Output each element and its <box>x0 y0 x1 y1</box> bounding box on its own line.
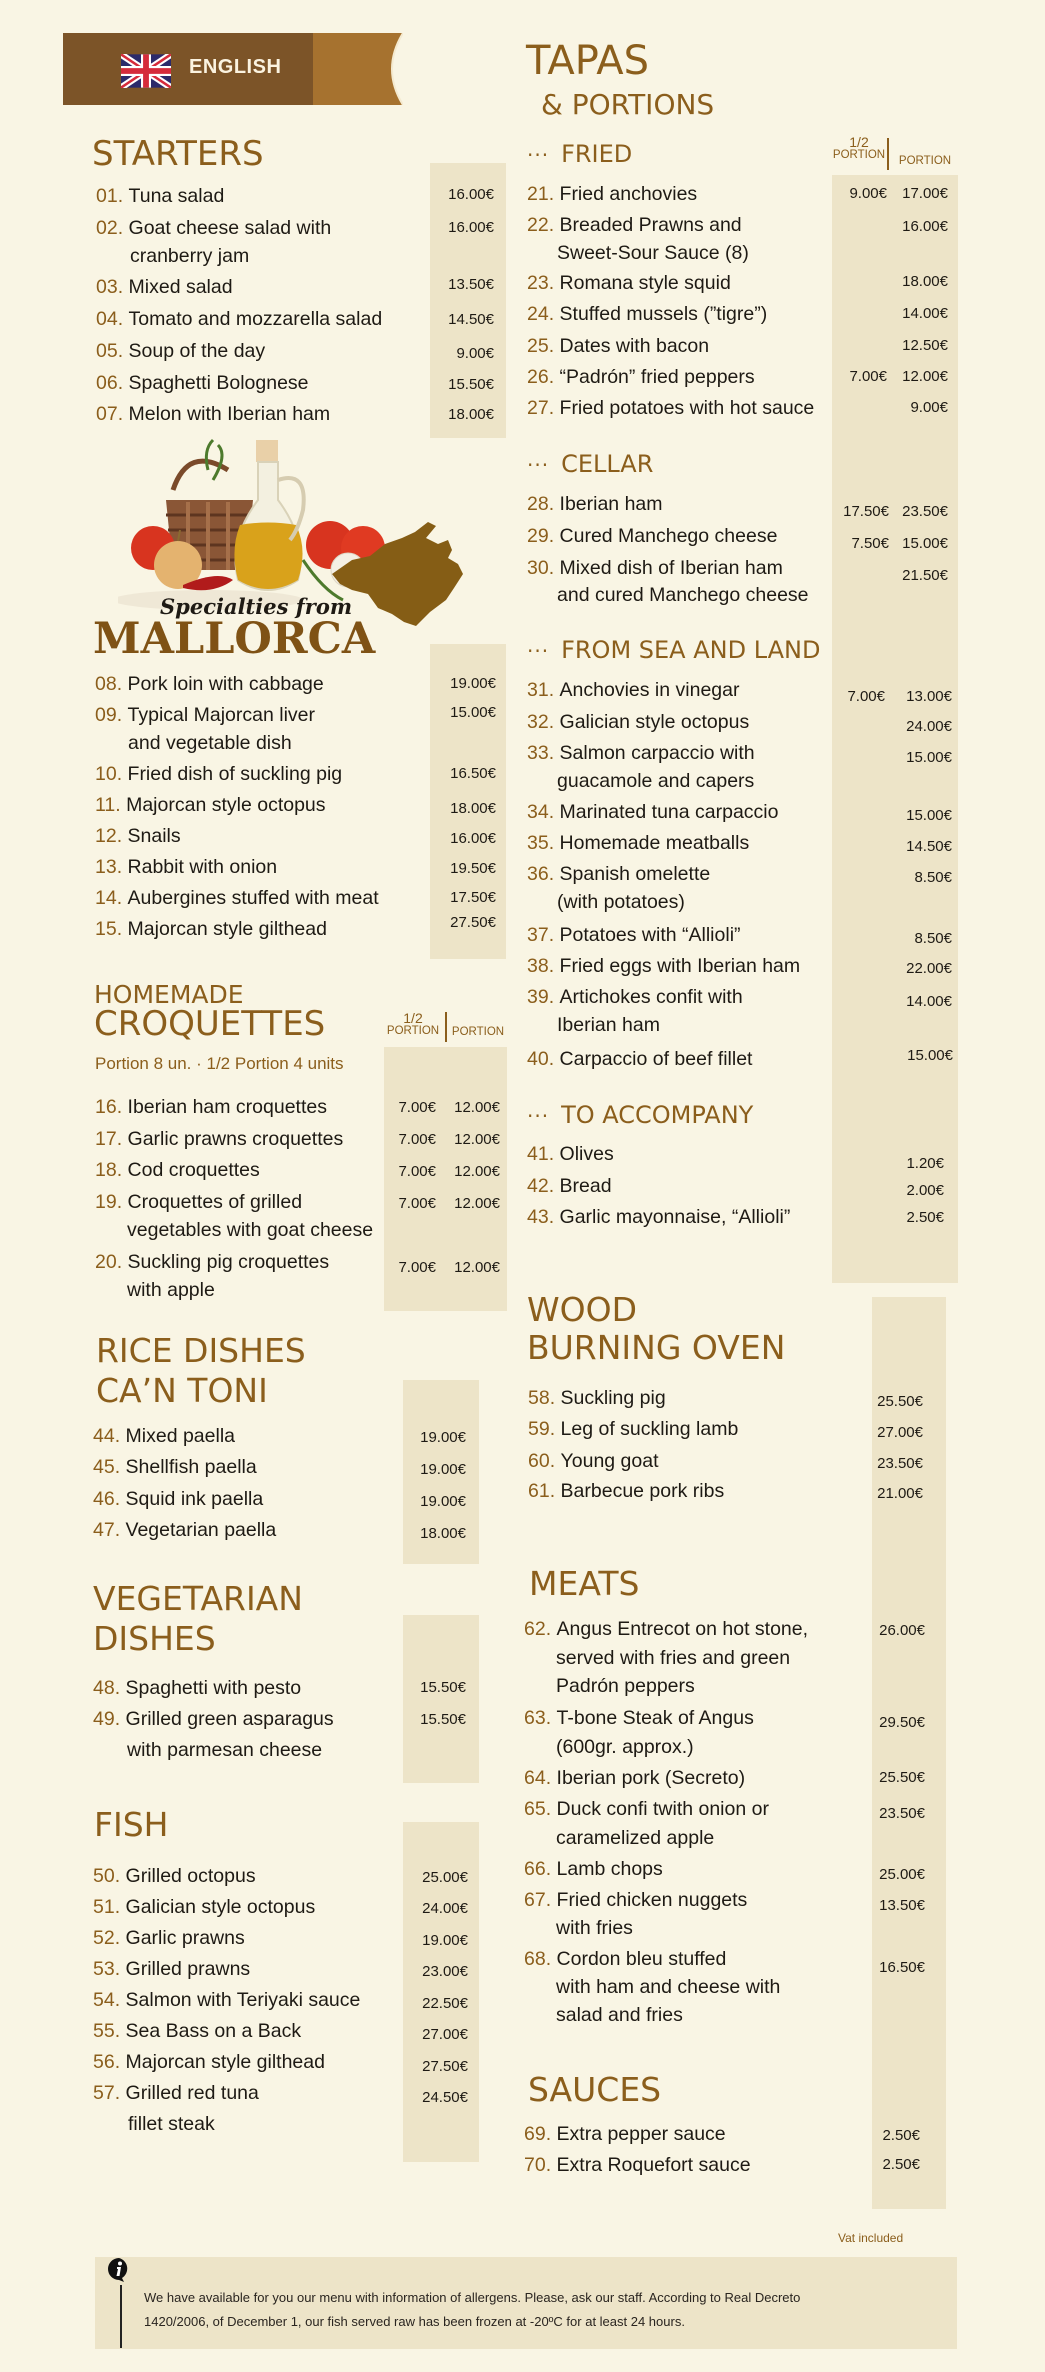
item-price: 21.00€ <box>877 1485 923 1502</box>
item-price-half: 17.50€ <box>843 503 889 520</box>
item-price-full: 8.50€ <box>914 930 952 947</box>
item-price: 23.00€ <box>422 1963 468 1980</box>
section-title-croquettes-line2: CROQUETTES <box>94 1004 326 1044</box>
item-price: 26.00€ <box>879 1622 925 1639</box>
menu-item: 42. Bread <box>527 1175 612 1197</box>
menu-item: 22. Breaded Prawns and <box>527 214 742 236</box>
section-title-wood-oven-line1: WOOD <box>527 1290 637 1329</box>
menu-item: 61. Barbecue pork ribs <box>528 1480 725 1502</box>
price-column <box>430 163 506 438</box>
specialties-subtitle: Specialties from <box>160 594 353 619</box>
section-title-croquettes-line1: HOMEMADE <box>94 980 244 1009</box>
item-price: 15.50€ <box>420 1679 466 1696</box>
section-title-starters: STARTERS <box>92 134 264 174</box>
menu-item: 65. Duck confi twith onion or <box>524 1798 769 1820</box>
item-price: 16.00€ <box>448 186 494 203</box>
item-price: 25.00€ <box>422 1869 468 1886</box>
menu-item: 47. Vegetarian paella <box>93 1519 277 1541</box>
info-line-1: We have available for you our menu with information of allergens. Please, ask our staff. According to Real Decreto <box>144 2290 801 2305</box>
item-price-full: 15.00€ <box>907 1047 953 1064</box>
item-price: 15.50€ <box>420 1711 466 1728</box>
item-price-full: 15.00€ <box>906 807 952 824</box>
menu-item: 37. Potatoes with “Allioli” <box>527 924 741 946</box>
item-price: 23.50€ <box>879 1805 925 1822</box>
item-price-full: 8.50€ <box>914 869 952 886</box>
item-price-full: 14.00€ <box>902 305 948 322</box>
menu-item: 63. T-bone Steak of Angus <box>524 1707 754 1729</box>
menu-item: 64. Iberian pork (Secreto) <box>524 1767 746 1789</box>
menu-item-continued: with parmesan cheese <box>127 1739 323 1761</box>
menu-item: 08. Pork loin with cabbage <box>95 673 324 695</box>
menu-item: 46. Squid ink paella <box>93 1488 264 1510</box>
info-line-2: 1420/2006, of December 1, our fish served raw has been frozen at -20ºC for at least 24 hours. <box>144 2314 685 2329</box>
item-price: 2.50€ <box>882 2156 920 2173</box>
menu-item-continued: served with fries and green <box>556 1647 791 1669</box>
item-price: 13.50€ <box>448 276 494 293</box>
menu-item-continued: fillet steak <box>128 2113 215 2135</box>
item-price: 17.50€ <box>450 889 496 906</box>
item-price-full: 17.00€ <box>902 185 948 202</box>
price-column <box>403 1615 479 1783</box>
item-price-full: 23.50€ <box>902 503 948 520</box>
menu-item: 40. Carpaccio of beef fillet <box>527 1048 753 1070</box>
item-price-full: 18.00€ <box>902 273 948 290</box>
item-price: 19.50€ <box>450 860 496 877</box>
column-header-half-portion: 1/2 PORTION <box>386 1010 440 1037</box>
item-price-full: 12.00€ <box>902 368 948 385</box>
item-price: 14.50€ <box>448 311 494 328</box>
menu-item: 70. Extra Roquefort sauce <box>524 2154 751 2176</box>
item-price: 19.00€ <box>420 1461 466 1478</box>
menu-item-continued: guacamole and capers <box>557 770 755 792</box>
menu-item: 25. Dates with bacon <box>527 335 710 357</box>
item-price-half: 7.00€ <box>847 688 885 705</box>
menu-item: 02. Goat cheese salad with <box>96 217 332 239</box>
menu-item: 53. Grilled prawns <box>93 1958 251 1980</box>
menu-item: 49. Grilled green asparagus <box>93 1708 334 1730</box>
menu-item: 48. Spaghetti with pesto <box>93 1677 302 1699</box>
menu-item: 11. Majorcan style octopus <box>95 794 326 816</box>
allergen-info-text <box>144 2286 800 2334</box>
menu-item: 62. Angus Entrecot on hot stone, <box>524 1618 809 1640</box>
menu-item: 38. Fried eggs with Iberian ham <box>527 955 801 977</box>
subsection-title-accompany: ··· TO ACCOMPANY <box>527 1101 754 1129</box>
menu-item: 34. Marinated tuna carpaccio <box>527 801 779 823</box>
column-header-half-portion: 1/2 PORTION <box>832 134 886 161</box>
item-price-full: 14.50€ <box>906 838 952 855</box>
menu-item-continued: Sweet-Sour Sauce (8) <box>557 242 749 264</box>
item-price-full: 21.50€ <box>902 567 948 584</box>
item-price: 16.00€ <box>448 219 494 236</box>
item-price: 16.50€ <box>450 765 496 782</box>
menu-item: 29. Cured Manchego cheese <box>527 525 778 547</box>
item-price-full: 22.00€ <box>906 960 952 977</box>
menu-item-continued: and vegetable dish <box>128 732 292 754</box>
menu-item: 30. Mixed dish of Iberian ham <box>527 557 783 579</box>
column-header-portion: PORTION <box>898 155 952 167</box>
menu-item-continued: with fries <box>556 1917 633 1939</box>
menu-item-continued: (with potatoes) <box>557 891 685 913</box>
menu-item: 19. Croquettes of grilled <box>95 1191 303 1213</box>
menu-item: 58. Suckling pig <box>528 1387 666 1409</box>
menu-item: 60. Young goat <box>528 1450 659 1472</box>
item-price: 23.50€ <box>877 1455 923 1472</box>
item-price-full: 15.00€ <box>906 749 952 766</box>
item-price-half: 7.00€ <box>398 1195 436 1212</box>
item-price-half: 7.50€ <box>851 535 889 552</box>
menu-item: 66. Lamb chops <box>524 1858 663 1880</box>
menu-item: 33. Salmon carpaccio with <box>527 742 755 764</box>
item-price-half: 7.00€ <box>849 368 887 385</box>
item-price: 25.50€ <box>879 1769 925 1786</box>
menu-item: 24. Stuffed mussels (”tigre”) <box>527 303 768 325</box>
menu-item: 04. Tomato and mozzarella salad <box>96 308 383 330</box>
menu-item: 52. Garlic prawns <box>93 1927 245 1949</box>
menu-item-continued: and cured Manchego cheese <box>557 584 809 606</box>
menu-item: 12. Snails <box>95 825 181 847</box>
menu-item: 21. Fried anchovies <box>527 183 698 205</box>
item-price-full: 13.00€ <box>906 688 952 705</box>
menu-item: 17. Garlic prawns croquettes <box>95 1128 344 1150</box>
menu-item: 15. Majorcan style gilthead <box>95 918 327 940</box>
item-price: 24.00€ <box>422 1900 468 1917</box>
menu-item: 69. Extra pepper sauce <box>524 2123 726 2145</box>
item-price-full: 2.00€ <box>906 1182 944 1199</box>
item-price-full: 14.00€ <box>906 993 952 1010</box>
language-label: ENGLISH <box>189 56 282 78</box>
croquettes-portion-note: Portion 8 un. · 1/2 Portion 4 units <box>95 1054 344 1073</box>
section-title-wood-oven-line2: BURNING OVEN <box>527 1328 786 1367</box>
item-price: 27.50€ <box>450 914 496 931</box>
subsection-title-fried: ··· FRIED <box>527 140 633 168</box>
item-price-half: 7.00€ <box>398 1131 436 1148</box>
item-price-full: 15.00€ <box>902 535 948 552</box>
item-price: 27.00€ <box>877 1424 923 1441</box>
menu-item: 16. Iberian ham croquettes <box>95 1096 327 1118</box>
menu-item: 23. Romana style squid <box>527 272 731 294</box>
menu-item: 57. Grilled red tuna <box>93 2082 259 2104</box>
menu-item-continued: vegetables with goat cheese <box>127 1219 374 1241</box>
menu-item: 39. Artichokes confit with <box>527 986 743 1008</box>
menu-item: 09. Typical Majorcan liver <box>95 704 316 726</box>
menu-item: 32. Galician style octopus <box>527 711 750 733</box>
language-selector[interactable] <box>63 33 403 105</box>
menu-item: 44. Mixed paella <box>93 1425 236 1447</box>
item-price: 13.50€ <box>879 1897 925 1914</box>
menu-item: 50. Grilled octopus <box>93 1865 256 1887</box>
menu-item: 14. Aubergines stuffed with meat <box>95 887 379 909</box>
item-price: 25.00€ <box>879 1866 925 1883</box>
item-price: 15.50€ <box>448 376 494 393</box>
menu-item-continued: Padrón peppers <box>556 1675 695 1697</box>
menu-item-continued: caramelized apple <box>556 1827 715 1849</box>
item-price-full: 12.00€ <box>454 1259 500 1276</box>
item-price-full: 12.50€ <box>902 337 948 354</box>
menu-item: 28. Iberian ham <box>527 493 663 515</box>
item-price-full: 9.00€ <box>910 399 948 416</box>
menu-item: 35. Homemade meatballs <box>527 832 750 854</box>
menu-item: 55. Sea Bass on a Back <box>93 2020 302 2042</box>
section-title-rice-line2: CA’N TONI <box>96 1371 268 1410</box>
menu-item: 06. Spaghetti Bolognese <box>96 372 309 394</box>
item-price: 19.00€ <box>422 1932 468 1949</box>
item-price: 16.50€ <box>879 1959 925 1976</box>
item-price-half: 7.00€ <box>398 1099 436 1116</box>
uk-flag-icon <box>121 54 171 88</box>
section-title-fish: FISH <box>94 1805 169 1844</box>
item-price: 25.50€ <box>877 1393 923 1410</box>
section-subtitle-portions: & PORTIONS <box>541 88 715 121</box>
section-title-tapas: TAPAS <box>526 38 650 84</box>
item-price-half: 9.00€ <box>849 185 887 202</box>
menu-item: 51. Galician style octopus <box>93 1896 316 1918</box>
menu-item-continued: salad and fries <box>556 2004 683 2026</box>
menu-item: 59. Leg of suckling lamb <box>528 1418 739 1440</box>
section-title-mallorca: MALLORCA <box>93 614 376 664</box>
item-price: 27.50€ <box>422 2058 468 2075</box>
section-title-vegetarian-line1: VEGETARIAN <box>93 1579 303 1618</box>
section-title-meats: MEATS <box>529 1564 640 1603</box>
column-separator <box>445 1012 447 1042</box>
item-price-full: 12.00€ <box>454 1099 500 1116</box>
menu-item: 31. Anchovies in vinegar <box>527 679 740 701</box>
item-price-half: 7.00€ <box>398 1163 436 1180</box>
menu-item-continued: (600gr. approx.) <box>556 1736 694 1758</box>
item-price: 15.00€ <box>450 704 496 721</box>
section-title-rice-line1: RICE DISHES <box>96 1331 306 1370</box>
menu-item: 18. Cod croquettes <box>95 1159 260 1181</box>
menu-item: 68. Cordon bleu stuffed <box>524 1948 727 1970</box>
item-price: 9.00€ <box>456 345 494 362</box>
menu-item: 26. “Padrón” fried peppers <box>527 366 755 388</box>
item-price: 2.50€ <box>882 2127 920 2144</box>
item-price-full: 12.00€ <box>454 1163 500 1180</box>
menu-item-continued: Iberian ham <box>557 1014 660 1036</box>
vat-note: Vat included <box>838 2231 904 2245</box>
item-price: 19.00€ <box>420 1493 466 1510</box>
menu-item: 10. Fried dish of suckling pig <box>95 763 343 785</box>
item-price-full: 24.00€ <box>906 718 952 735</box>
item-price: 18.00€ <box>448 406 494 423</box>
item-price-full: 1.20€ <box>906 1155 944 1172</box>
item-price: 27.00€ <box>422 2026 468 2043</box>
column-separator <box>887 138 889 170</box>
menu-item: 56. Majorcan style gilthead <box>93 2051 325 2073</box>
item-price: 18.00€ <box>420 1525 466 1542</box>
item-price: 16.00€ <box>450 830 496 847</box>
menu-item: 45. Shellfish paella <box>93 1456 257 1478</box>
item-price-half: 7.00€ <box>398 1259 436 1276</box>
item-price: 24.50€ <box>422 2089 468 2106</box>
item-price: 18.00€ <box>450 800 496 817</box>
menu-item: 41. Olives <box>527 1143 614 1165</box>
menu-item: 27. Fried potatoes with hot sauce <box>527 397 815 419</box>
menu-item: 36. Spanish omelette <box>527 863 711 885</box>
menu-item-continued: cranberry jam <box>130 245 250 267</box>
menu-item: 01. Tuna salad <box>96 185 225 207</box>
info-divider <box>120 2285 122 2348</box>
menu-item-continued: with apple <box>127 1279 215 1301</box>
item-price: 19.00€ <box>420 1429 466 1446</box>
menu-item: 43. Garlic mayonnaise, “Allioli” <box>527 1206 791 1228</box>
section-title-vegetarian-line2: DISHES <box>93 1619 216 1658</box>
menu-item: 07. Melon with Iberian ham <box>96 403 331 425</box>
subsection-title-cellar: ··· CELLAR <box>527 450 654 478</box>
item-price: 22.50€ <box>422 1995 468 2012</box>
column-header-portion: PORTION <box>451 1026 505 1038</box>
menu-item: 54. Salmon with Teriyaki sauce <box>93 1989 361 2011</box>
item-price-full: 2.50€ <box>906 1209 944 1226</box>
info-icon <box>106 2256 132 2282</box>
menu-item: 05. Soup of the day <box>96 340 266 362</box>
item-price: 29.50€ <box>879 1714 925 1731</box>
item-price-full: 16.00€ <box>902 218 948 235</box>
menu-item: 13. Rabbit with onion <box>95 856 278 878</box>
item-price-full: 12.00€ <box>454 1195 500 1212</box>
item-price: 19.00€ <box>450 675 496 692</box>
menu-item: 67. Fried chicken nuggets <box>524 1889 748 1911</box>
item-price-full: 12.00€ <box>454 1131 500 1148</box>
menu-item-continued: with ham and cheese with <box>556 1976 781 1998</box>
menu-item: 03. Mixed salad <box>96 276 233 298</box>
menu-item: 20. Suckling pig croquettes <box>95 1251 330 1273</box>
subsection-title-sea-land: ··· FROM SEA AND LAND <box>527 636 821 664</box>
section-title-sauces: SAUCES <box>528 2070 662 2109</box>
